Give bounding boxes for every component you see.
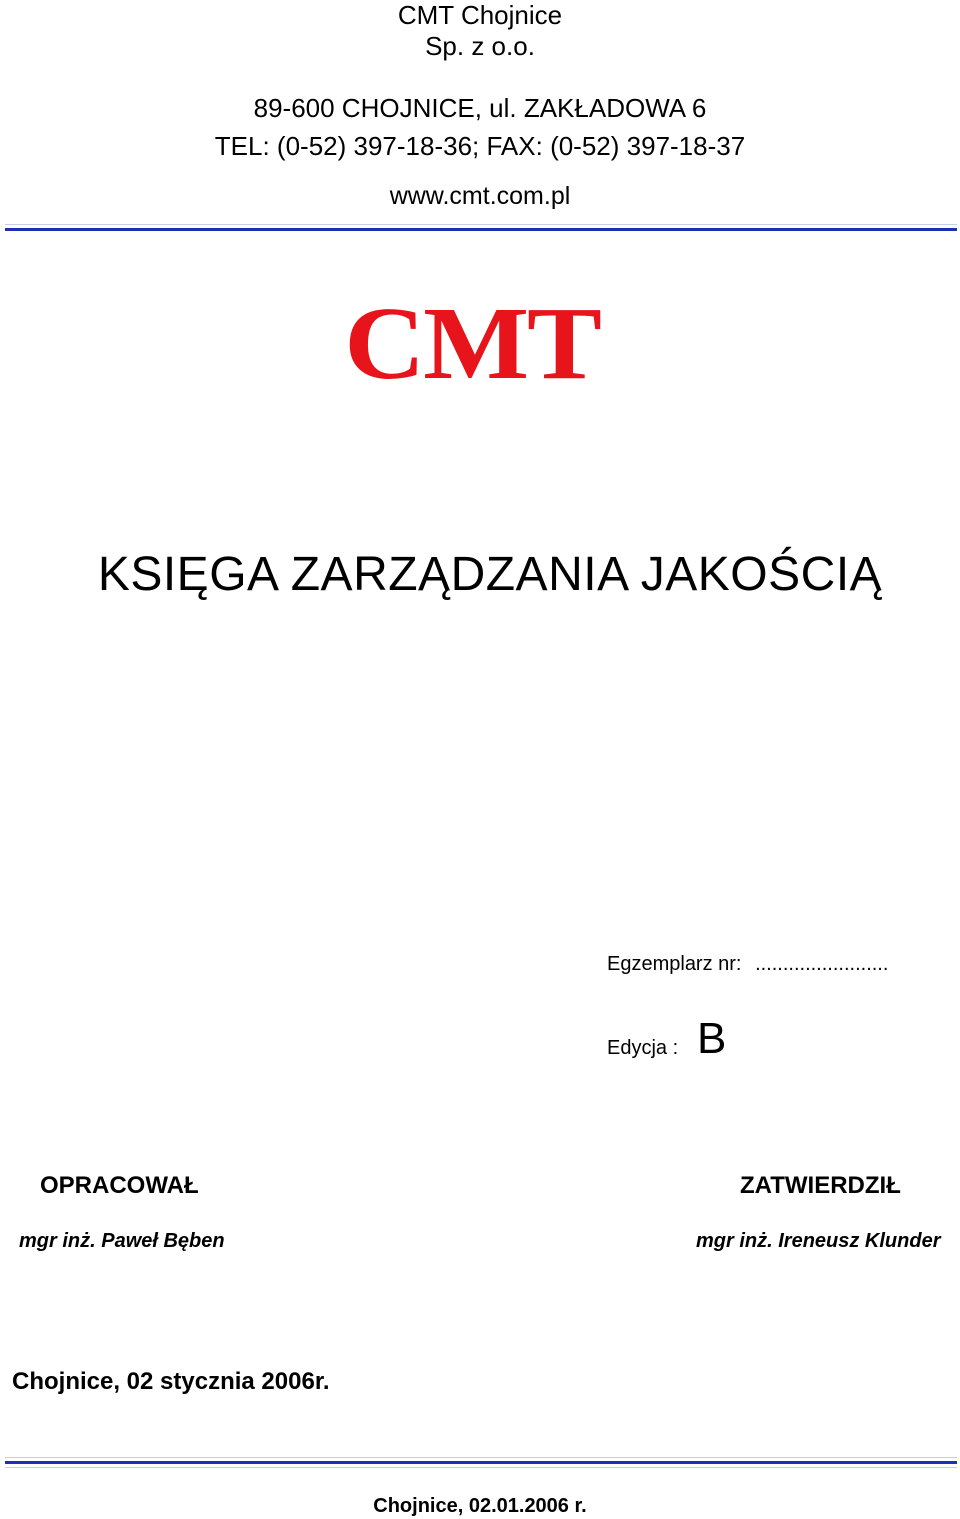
copy-number-value: ........................ (755, 953, 889, 975)
header-divider-light (5, 224, 957, 225)
company-name: CMT Chojnice (397, 0, 563, 30)
copy-number-row (607, 952, 888, 976)
document-title-wrap (0, 547, 960, 603)
footer-divider-light-lower (5, 1467, 957, 1468)
issue-date: Chojnice, 02 stycznia 2006r. (12, 1368, 330, 1395)
footer-divider-light (5, 1457, 957, 1458)
header-divider (5, 228, 957, 231)
footer-text: Chojnice, 02.01.2006 r. (373, 1495, 587, 1517)
cmt-logo: CMT (344, 286, 600, 401)
company-website[interactable]: www.cmt.com.pl (389, 182, 571, 210)
footer-divider (5, 1461, 957, 1464)
approved-by-label: ZATWIERDZIŁ (740, 1172, 901, 1199)
document-title: KSIĘGA ZARZĄDZANIA JAKOŚCIĄ (97, 548, 883, 601)
edition-label: Edycja : (607, 1037, 679, 1059)
company-contact: TEL: (0-52) 397-18-36; FAX: (0-52) 397-18-37 (214, 131, 746, 161)
prepared-by-name: mgr inż. Paweł Bęben (19, 1230, 225, 1252)
prepared-by-label: OPRACOWAŁ (40, 1172, 199, 1199)
edition-value: B (697, 1014, 727, 1063)
copy-number-label: Egzemplarz nr: (607, 953, 742, 975)
company-address: 89-600 CHOJNICE, ul. ZAKŁADOWA 6 (253, 93, 707, 123)
approved-by-name: mgr inż. Ireneusz Klunder (696, 1230, 941, 1252)
company-legal-form: Sp. z o.o. (425, 31, 535, 61)
